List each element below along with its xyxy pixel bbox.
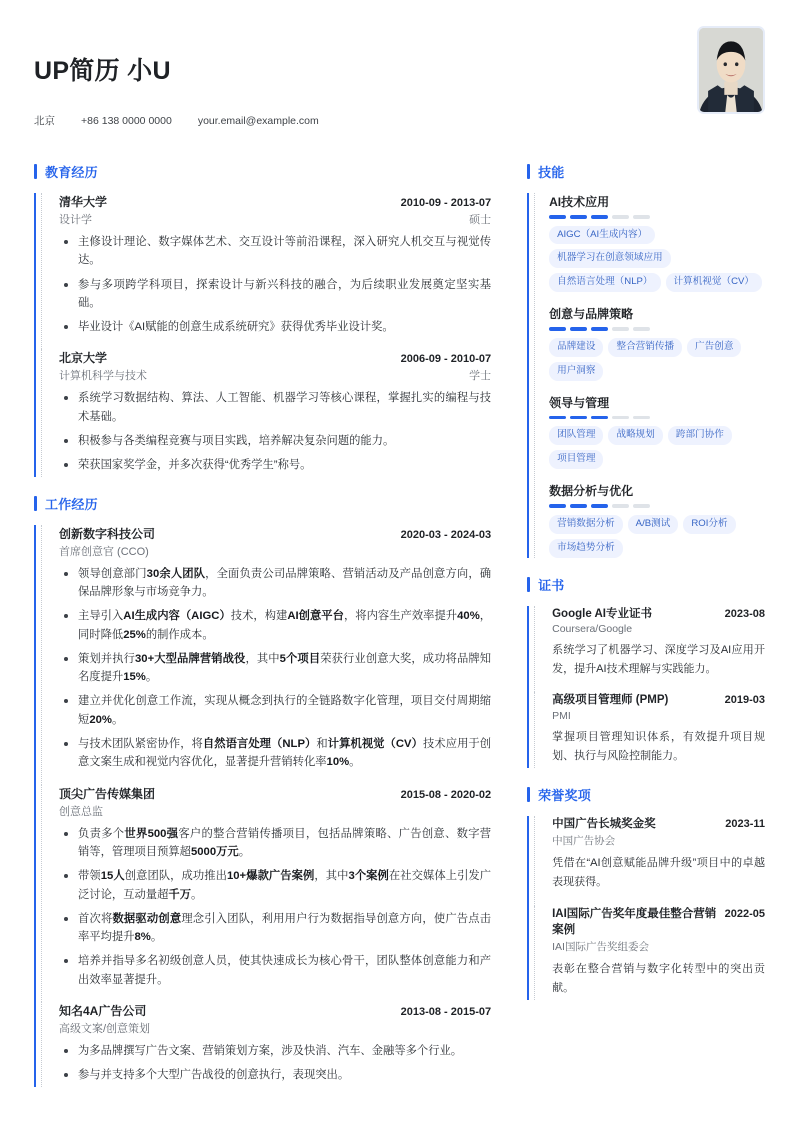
bullet-item: 系统学习数据结构、算法、人工智能、机器学习等核心课程，掌握扎实的编程与技术基础。 [59,389,491,426]
entry-role: 首席创意官 (CCO) [59,545,149,558]
rating-segment-icon [570,504,587,508]
avatar [697,26,765,114]
entry-date: 2006-09 - 2010-07 [400,353,492,366]
credential-issuer: 中国广告协会 [552,835,616,848]
contact-email: your.email@example.com [197,114,319,127]
entry-bullet-list [59,1042,491,1085]
entry-role: 高级文案/创意策划 [59,1023,151,1036]
entry-subheading [59,543,491,559]
entry-organization: 创新数字科技公司 [59,526,156,541]
entry-subheading [59,367,491,383]
accent-bar-icon [34,496,37,511]
experience-entry [41,349,491,476]
skill-tag: 营销数据分析 [549,515,623,534]
credential-date: 2023-11 [725,818,765,831]
skill-group-name: 数据分析与优化 [549,484,634,499]
entry-bullet-list [59,233,491,336]
credential-entry [534,606,765,693]
rating-segment-icon [570,416,587,420]
entry-role: 计算机科学与技术 [59,370,147,383]
rating-segment-icon [612,327,629,331]
bullet-item: 为多品牌撰写广告文案、营销策划方案，涉及快消、汽车、金融等多个行业。 [59,1042,491,1060]
credential-description: 掌握项目管理知识体系，有效提升项目规划、执行与风险控制能力。 [552,730,765,762]
credential-heading [552,692,765,708]
bullet-item: 荣获国家奖学金，并多次获得“优秀学生”称号。 [59,456,491,474]
skill-rating [549,215,765,219]
section-header-education [34,162,491,181]
work-entries [34,525,491,1087]
entry-heading [59,525,491,542]
skill-group [549,394,765,469]
entry-degree: 硕士 [469,214,492,226]
skill-tag: 项目管理 [549,450,603,469]
credential-entry [534,692,765,768]
skill-tag: 计算机视觉（CV） [666,273,762,292]
bullet-item: 带领15人创意团队，成功推出10+爆款广告案例，其中3个案例在社交媒体上引发广泛讨论，互动量超千万。 [59,867,491,904]
entry-organization: 北京大学 [59,351,108,366]
credential-description: 系统学习了机器学习、深度学习及AI应用开发，提升AI技术理解与实践能力。 [552,643,765,676]
bullet-item: 参与多项跨学科项目，探索设计与新兴科技的融合，为后续职业发展奠定坚实基础。 [59,276,491,313]
section-title: 工作经历 [45,496,98,512]
credential-title: 高级项目管理师 (PMP) [552,694,669,707]
entry-organization: 知名4A广告公司 [59,1004,147,1019]
rating-segment-icon [591,504,608,508]
contact-phone: +86 138 0000 0000 [81,114,172,127]
skill-tag-list [549,226,765,293]
resume-body [34,162,765,1104]
credential-heading [552,606,765,622]
accent-bar-icon [527,164,530,179]
bullet-item: 领导创意部门30余人团队，全面负责公司品牌策略、营销活动及产品创意方向，确保品牌形象与市场竞争力。 [59,565,491,602]
section-title: 证书 [538,577,565,593]
skill-tag: 品牌建设 [549,338,603,357]
skill-rating [549,504,765,508]
rating-segment-icon [591,215,608,219]
credential-issuer: PMI [552,709,571,722]
bullet-item: 与技术团队紧密协作，将自然语言处理（NLP）和计算机视觉（CV）技术应用于创意文案生成和视觉内容优化，显著提升营销转化率10%。 [59,735,491,772]
section-header-awards [527,785,765,804]
skill-tag: AIGC（AI生成内容） [549,226,655,245]
skill-tag: 用户洞察 [549,362,603,381]
skill-tag: 市场趋势分析 [549,539,623,558]
entry-subheading [59,211,491,227]
entry-subheading [59,1020,491,1036]
bullet-item: 首次将数据驱动创意理念引入团队，利用用户行为数据指导创意方向，使广告点击率平均提升8%。 [59,910,491,947]
bullet-item: 积极参与各类编程竞赛与项目实践，培养解决复杂问题的能力。 [59,432,491,450]
section-title: 荣誉奖项 [538,788,591,804]
entry-heading [59,349,491,366]
credential-heading [552,906,765,938]
rating-segment-icon [633,504,650,508]
credential-entry [534,816,765,906]
certificate-items [527,606,765,768]
credential-entry [534,906,765,1001]
rating-segment-icon [633,215,650,219]
credential-issuer: IAI国际广告奖组委会 [552,940,649,953]
rating-segment-icon [612,504,629,508]
rating-segment-icon [633,327,650,331]
rating-segment-icon [633,416,650,420]
accent-bar-icon [527,787,530,802]
entry-role: 创意总监 [59,805,103,818]
contact-location: 北京 [34,115,55,127]
skill-group-name: 领导与管理 [549,395,610,410]
skill-tag: 自然语言处理（NLP） [549,273,660,292]
credential-title: 中国广告长城奖金奖 [552,818,656,831]
skill-group [549,482,765,557]
experience-entry [41,525,491,785]
experience-entry [41,785,491,1002]
section-header-skills [527,162,765,181]
entry-heading [59,785,491,802]
education-entries [34,193,491,477]
entry-date: 2013-08 - 2015-07 [400,1006,492,1019]
page-title: UP简历 小U [34,57,171,85]
skill-rating [549,327,765,331]
experience-entry [41,1002,491,1087]
bullet-item: 建立并优化创意工作流，实现从概念到执行的全链路数字化管理，项目交付周期缩短20%。 [59,692,491,729]
section-education [34,162,491,477]
credential-title: IAI国际广告奖年度最佳整合营销案例 [552,907,717,936]
credential-issuer: Coursera/Google [552,622,633,635]
rating-segment-icon [549,416,566,420]
entry-heading [59,193,491,210]
entry-bullet-list [59,389,491,474]
rating-segment-icon [549,327,566,331]
contact-info [34,113,765,128]
bullet-item: 培养并指导多名初级创意人员，使其快速成长为核心骨干，团队整体创意能力和产出效率显著提升。 [59,952,491,989]
entry-degree: 学士 [469,370,492,383]
entry-organization: 顶尖广告传媒集团 [59,786,156,801]
section-title: 技能 [538,165,565,180]
bullet-item: 主导引入AI生成内容（AIGC）技术，构建AI创意平台，将内容生产效率提升40%，同时降低25%的制作成本。 [59,607,491,644]
credential-description: 凭借在“AI创意赋能品牌升级”项目中的卓越表现获得。 [552,857,765,889]
rating-segment-icon [591,416,608,420]
resume-header [34,0,765,140]
left-column [34,162,513,1104]
accent-bar-icon [527,577,530,592]
section-work [34,494,491,1087]
section-awards [527,785,765,1000]
rating-segment-icon [612,416,629,420]
entry-heading [59,1002,491,1019]
rating-segment-icon [549,504,566,508]
credential-heading [552,816,765,832]
rating-segment-icon [549,215,566,219]
entry-role: 设计学 [59,214,92,226]
bullet-item: 负责多个世界500强客户的整合营销传播项目，包括品牌策略、广告创意、数字营销等，管理项目预算超5000万元。 [59,825,491,862]
skill-tag-list [549,515,765,558]
rating-segment-icon [570,327,587,331]
credential-date: 2022-05 [724,907,765,920]
skill-tag: ROI分析 [683,515,735,534]
section-header-work [34,494,491,513]
skill-tag: 整合营销传播 [608,338,682,357]
entry-date: 2020-03 - 2024-03 [400,528,492,541]
credential-description: 表彰在整合营销与数字化转型中的突出贡献。 [552,962,765,995]
entry-date: 2015-08 - 2020-02 [400,788,492,801]
section-title: 教育经历 [45,165,98,180]
section-skills [527,162,765,558]
section-header-certificates [527,575,765,594]
entry-bullet-list [59,825,491,989]
skill-group [549,305,765,380]
bullet-item: 策划并执行30+大型品牌营销战役，其中5个项目荣获行业创意大奖，成功将品牌知名度提升15%。 [59,650,491,687]
skill-tag-list [549,426,765,469]
skill-tag: 跨部门协作 [668,426,732,445]
rating-segment-icon [591,327,608,331]
bullet-item: 主修设计理论、数字媒体艺术、交互设计等前沿课程，深入研究人机交互与视觉传达。 [59,233,491,270]
experience-entry [41,193,491,349]
credential-title: Google AI专业证书 [552,607,652,620]
section-certificates [527,575,765,768]
rating-segment-icon [570,215,587,219]
rating-segment-icon [612,215,629,219]
skill-groups [527,193,765,558]
award-items [527,816,765,1000]
skill-group-name: 创意与品牌策略 [549,307,634,322]
entry-date: 2010-09 - 2013-07 [400,197,492,209]
skill-tag: A/B测试 [628,515,679,534]
credential-date: 2023-08 [724,607,765,620]
skill-tag: 战略规划 [608,426,662,445]
entry-bullet-list [59,565,491,772]
accent-bar-icon [34,164,37,179]
skill-tag: 机器学习在创意领域应用 [549,249,671,268]
entry-subheading [59,803,491,819]
skill-group-name: AI技术应用 [549,195,610,209]
right-column [513,162,765,1104]
skill-tag: 广告创意 [687,338,741,357]
entry-organization: 清华大学 [59,195,108,209]
skill-rating [549,416,765,420]
skill-tag-list [549,338,765,381]
bullet-item: 毕业设计《AI赋能的创意生成系统研究》获得优秀毕业设计奖。 [59,318,491,336]
credential-date: 2019-03 [724,694,765,707]
skill-group [549,193,765,292]
skill-tag: 团队管理 [549,426,603,445]
bullet-item: 参与并支持多个大型广告战役的创意执行，表现突出。 [59,1066,491,1084]
